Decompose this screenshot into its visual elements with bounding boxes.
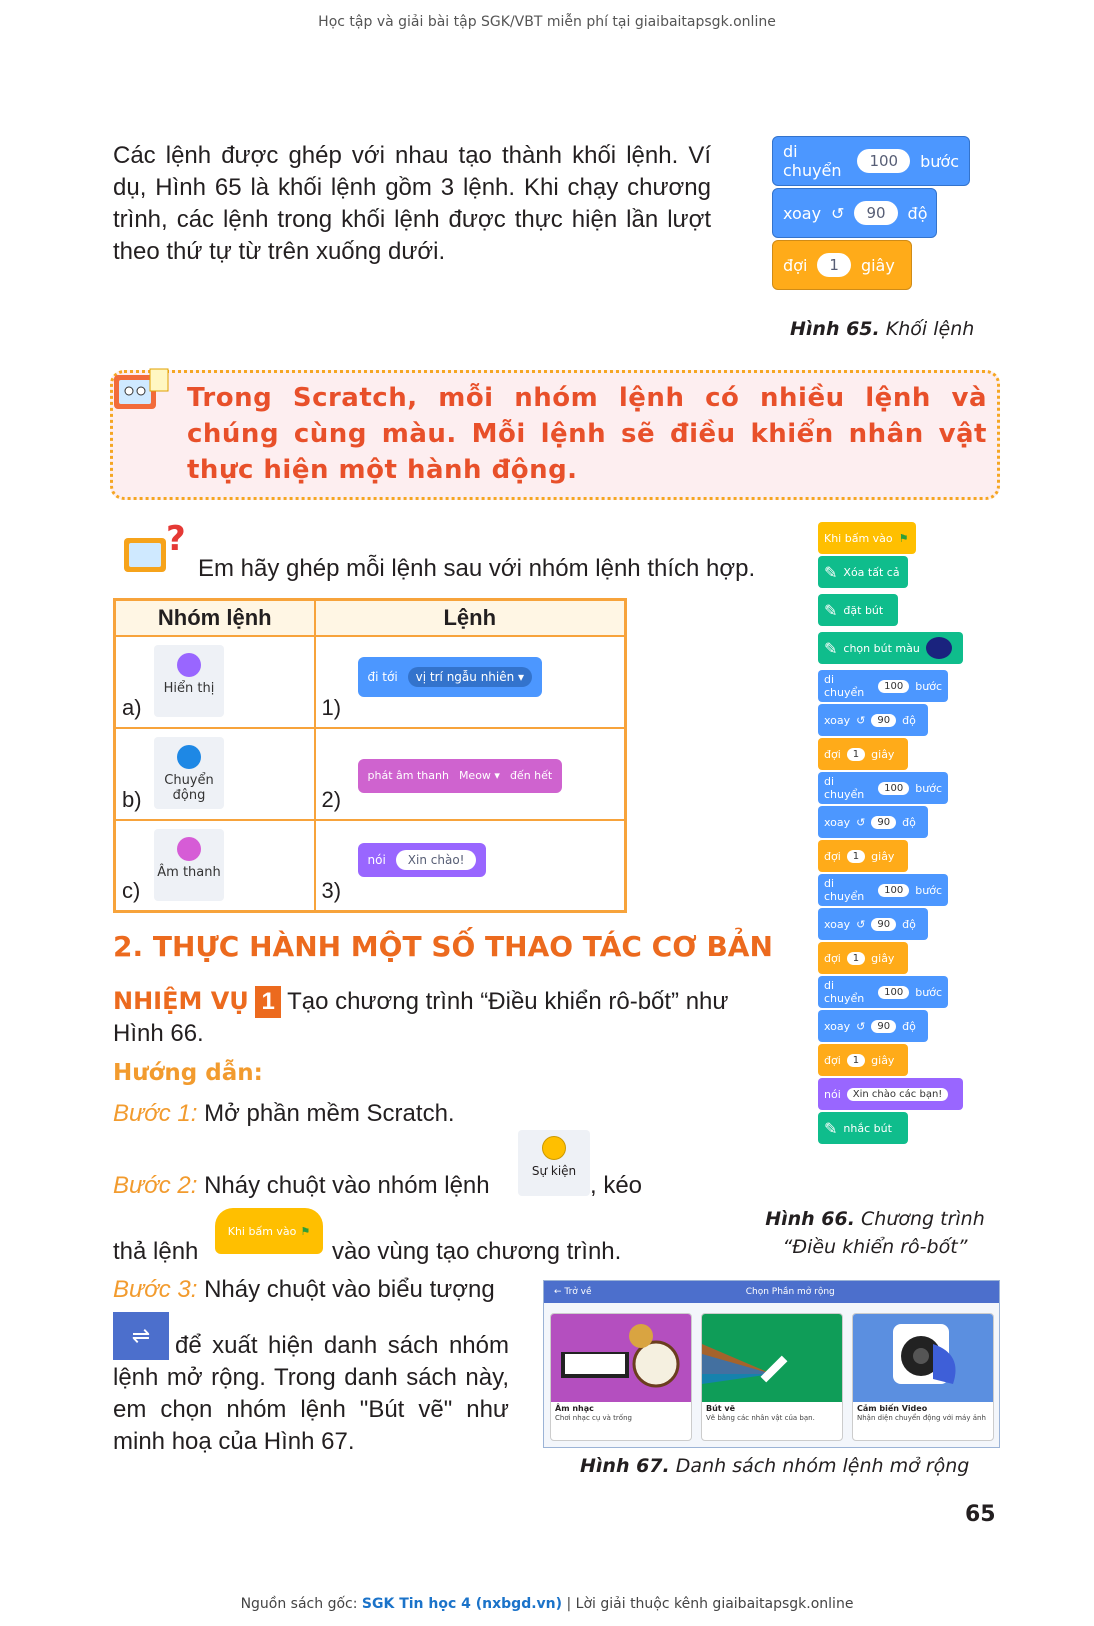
page-header: Học tập và giải bài tập SGK/VBT miễn phí tại giaibaitapsgk.online	[318, 14, 776, 30]
table-row: c) Âm thanh 3) nói Xin chào!	[115, 820, 626, 912]
column-header-command: Lệnh	[315, 600, 626, 636]
task-paragraph: NHIỆM VỤ 1 Tạo chương trình “Điều khiển rô-bốt” như Hình 66.	[113, 987, 729, 1047]
column-header-group: Nhóm lệnh	[115, 600, 315, 636]
sound-group-icon: Âm thanh	[154, 829, 224, 901]
section-title: 2. THỰC HÀNH MỘT SỐ THAO TÁC CƠ BẢN	[113, 930, 773, 963]
fig65-caption: Hình 65. Khối lệnh	[790, 318, 975, 340]
step-1: Bước 1: Mở phần mềm Scratch.	[113, 1100, 455, 1127]
fig66-move-block: di chuyển 100 bước	[818, 772, 948, 804]
page-number: 65	[965, 1502, 996, 1527]
fig66-wait-block: đợi 1 giây	[818, 942, 908, 974]
video-sensing-extension-card: Cảm biến Video Nhận diện chuyển động với máy ảnh	[852, 1313, 994, 1441]
matching-table	[113, 598, 627, 913]
question-mascot-icon	[122, 520, 186, 584]
extension-list-figure: ← Trở về Chọn Phần mở rộng Âm nhạc Chơi nhạc cụ và trống Bút vẽ Vẽ bằng các nhân vật của bạn. Cảm biến Video Nhận diện chuyển động với máy ảnh	[543, 1280, 1000, 1448]
step-3: Bước 3: Nháy chuột vào biểu tượng	[113, 1276, 495, 1303]
page-footer: Nguồn sách gốc: SGK Tin học 4 (nxbgd.vn) | Lời giải thuộc kênh giaibaitapsgk.online	[240, 1596, 854, 1612]
fig66-down-block: ✎ đặt bút	[818, 594, 898, 626]
fig66-wait-block: đợi 1 giây	[818, 840, 908, 872]
fig66-color-block: ✎ chọn bút màu	[818, 632, 963, 664]
when-flag-clicked-block: Khi bấm vào ⚑	[215, 1208, 323, 1254]
step-2: Bước 2: Nháy chuột vào nhóm lệnh	[113, 1172, 490, 1199]
note-text: Trong Scratch, mỗi nhóm lệnh có nhiều lệnh và chúng cùng màu. Mỗi lệnh sẽ điều khiển nhân vật thực hiện một hành động.	[187, 383, 987, 485]
fig66-move-block: di chuyển 100 bước	[818, 874, 948, 906]
fig66-clear-block: ✎ Xóa tất cả	[818, 556, 908, 588]
guide-heading: Hướng dẫn:	[113, 1060, 263, 1086]
pen-icon: ✎	[824, 600, 838, 620]
goto-block: đi tới vị trí ngẫu nhiên ▾	[358, 657, 543, 697]
looks-group-icon: Hiển thị	[154, 645, 224, 717]
events-group-icon: Sự kiện	[518, 1130, 590, 1196]
green-flag-icon: ⚑	[300, 1224, 311, 1238]
turn-left-icon: ↺	[831, 203, 845, 223]
intro-paragraph: Các lệnh được ghép với nhau tạo thành khối lệnh. Ví dụ, Hình 65 là khối lệnh gồm 3 lệnh. Khi chạy chương trình, các lệnh trong khối lệnh được thực hiện lần lượt theo thứ tự từ trên xuống dưới.	[113, 142, 711, 265]
music-extension-card: Âm nhạc Chơi nhạc cụ và trống	[550, 1313, 692, 1441]
motion-group-icon: Chuyển động	[154, 737, 224, 809]
fig66-turn-block: xoay ↺ 90 độ	[818, 806, 928, 838]
computer-mascot-icon	[110, 367, 170, 423]
fig66-say-block: nói Xin chào các bạn!	[818, 1078, 963, 1110]
fig66-turn-block: xoay ↺ 90 độ	[818, 908, 928, 940]
fig66-turn-block: xoay ↺ 90 độ	[818, 704, 928, 736]
fig66-turn-block: xoay ↺ 90 độ	[818, 1010, 928, 1042]
say-block: nói Xin chào!	[358, 843, 487, 877]
fig66-wait-block: đợi 1 giây	[818, 738, 908, 770]
pen-icon: ✎	[824, 562, 838, 582]
fig66-wait-block: đợi 1 giây	[818, 1044, 908, 1076]
fig66-start-block: Khi bấm vào ⚑	[818, 522, 916, 554]
fig66-up-block: ✎ nhắc bút	[818, 1112, 908, 1144]
move-block: di chuyển 100 bước	[772, 136, 970, 186]
svg-text:?: ?	[166, 520, 186, 559]
fig66-move-block: di chuyển 100 bước	[818, 670, 948, 702]
green-flag-icon: ⚑	[898, 531, 909, 545]
pen-icon: ✎	[824, 1118, 838, 1138]
fig66-caption: Hình 66. Chương trình “Điều khiển rô-bốt”	[765, 1208, 985, 1258]
fig66-move-block: di chuyển 100 bước	[818, 976, 948, 1008]
pen-extension-card: Bút vẽ Vẽ bằng các nhân vật của bạn.	[701, 1313, 843, 1441]
table-row: b) Chuyển động 2) phát âm thanh Meow ▾ đến hết	[115, 728, 626, 820]
table-row: a) Hiển thị 1) đi tới vị trí ngẫu nhiên ▾	[115, 636, 626, 728]
pen-color-swatch	[926, 637, 952, 659]
pen-icon: ✎	[824, 638, 838, 658]
fig67-caption: Hình 67. Danh sách nhóm lệnh mở rộng	[580, 1455, 970, 1477]
play-sound-block: phát âm thanh Meow ▾ đến hết	[358, 759, 563, 793]
wait-block: đợi 1 giây	[772, 240, 912, 290]
add-extension-icon: ⇌	[113, 1312, 169, 1360]
question-text: Em hãy ghép mỗi lệnh sau với nhóm lệnh thích hợp.	[198, 555, 756, 582]
turn-block: xoay ↺ 90 độ	[772, 188, 937, 238]
